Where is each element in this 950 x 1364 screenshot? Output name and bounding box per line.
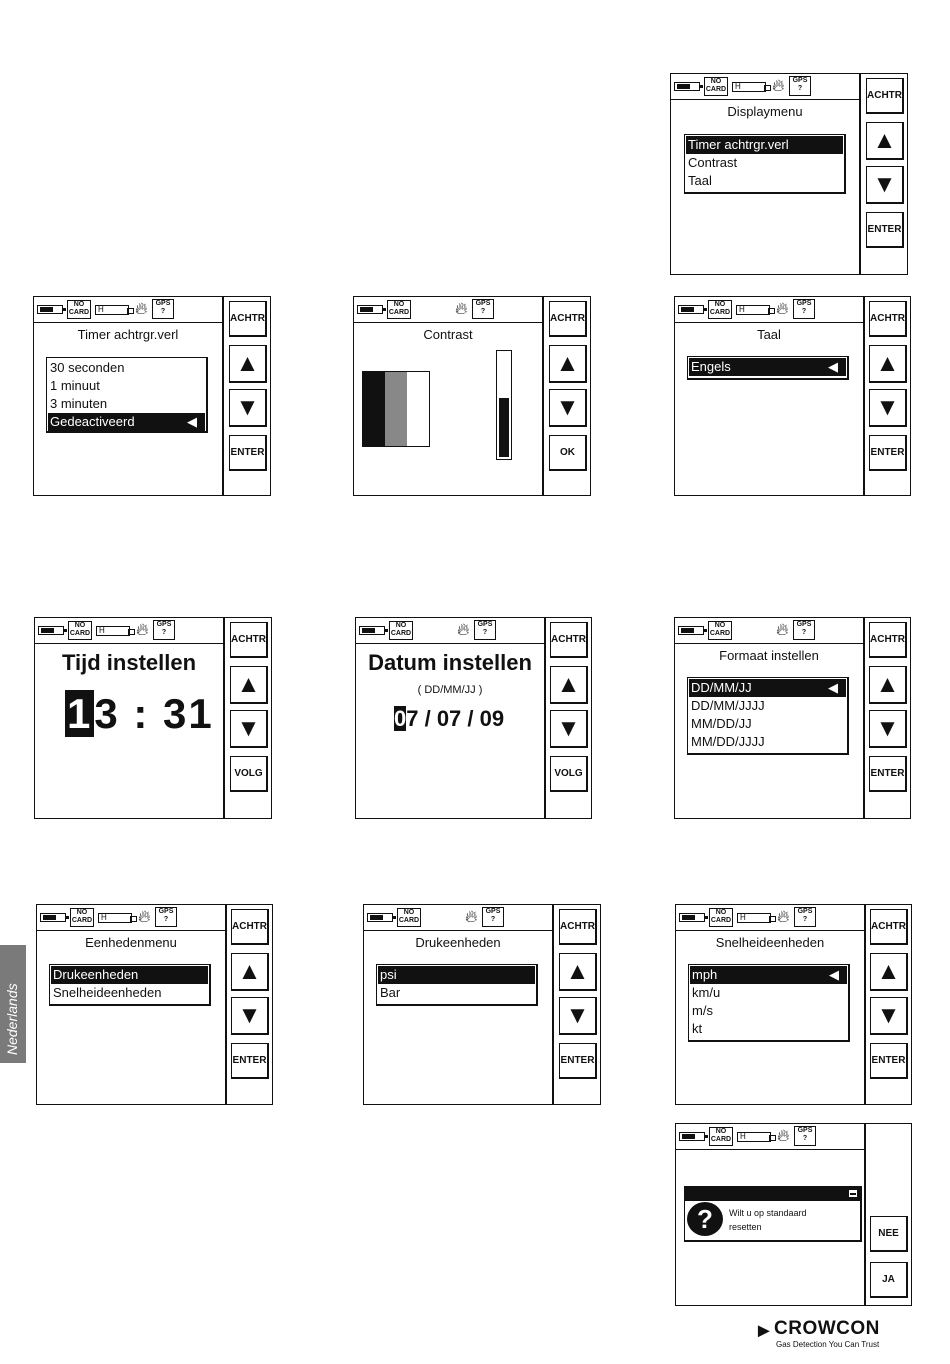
status-bar [676, 905, 864, 931]
enter-button[interactable]: ENTER [869, 756, 907, 792]
contrast-swatch [362, 371, 430, 447]
nocard-icon: NO CARD [704, 77, 728, 96]
screen-date-set [355, 617, 592, 819]
up-arrow-button[interactable]: ▲ [870, 953, 908, 991]
tube-icon: H [732, 82, 766, 92]
list-item[interactable] [48, 413, 205, 431]
screen-contrast [353, 296, 591, 496]
battery-icon [359, 626, 385, 635]
ok-button[interactable]: OK [549, 435, 587, 471]
nocard-icon: NO CARD [387, 300, 411, 319]
list-item[interactable]: MM/DD/JJ [691, 716, 752, 731]
down-arrow-button[interactable]: ▼ [549, 389, 587, 427]
up-arrow-button[interactable]: ▲ [550, 666, 588, 704]
status-bar [364, 905, 552, 931]
question-icon: ? [687, 1202, 723, 1236]
nocard-icon: NO CARD [389, 621, 413, 640]
up-arrow-button[interactable]: ▲ [559, 953, 597, 991]
flame-icon: 🔥︎ [777, 1126, 790, 1145]
enter-button[interactable]: ENTER [559, 1043, 597, 1079]
gps-icon: GPS ? [793, 299, 815, 319]
nocard-icon: NO CARD [68, 621, 92, 640]
tube-icon: H [95, 305, 129, 315]
date-rest: 7 / 07 / 09 [406, 706, 505, 731]
no-button[interactable]: NEE [870, 1216, 908, 1252]
screen-speed-units [675, 904, 912, 1105]
status-bar [356, 618, 544, 644]
battery-icon [37, 305, 63, 314]
back-button[interactable]: ACHTR [549, 301, 587, 337]
side-buttons [865, 905, 911, 1104]
gps-icon: GPS ? [793, 620, 815, 640]
dialog-message: Wilt u op standaard resetten [729, 1208, 807, 1232]
gps-icon: GPS ? [155, 907, 177, 927]
display-area [676, 1124, 866, 1305]
display-area [675, 297, 865, 495]
up-arrow-button[interactable]: ▲ [869, 666, 907, 704]
screen-time-set [34, 617, 272, 819]
status-bar [37, 905, 225, 931]
list-item[interactable] [690, 966, 847, 984]
contrast-level-bar[interactable] [496, 350, 512, 460]
selection-arrow-icon: ◀ [187, 414, 197, 429]
tube-icon: H [98, 913, 132, 923]
side-buttons [544, 297, 590, 495]
contrast-level-fill [499, 398, 509, 457]
logo-mark-icon: ► [754, 1320, 774, 1342]
back-button[interactable]: ACHTR [869, 622, 907, 658]
battery-icon [678, 626, 704, 635]
screen-title: Snelheideenheden [715, 935, 825, 950]
menu-list [376, 964, 538, 1006]
screen-title: Eenhedenmenu [85, 935, 177, 950]
screen-title: Drukeenheden [415, 935, 501, 950]
next-button[interactable]: VOLG [550, 756, 588, 792]
flame-icon: 🔥︎ [455, 299, 468, 318]
display-area [675, 618, 865, 818]
gps-icon: GPS ? [472, 299, 494, 319]
screen-title: Datum instellen [368, 650, 532, 675]
list-item-label: Engels [691, 359, 731, 374]
screen-title: Formaat instellen [719, 648, 819, 663]
side-buttons [861, 74, 907, 274]
screen-units-menu [36, 904, 273, 1105]
back-button[interactable]: ACHTR [230, 622, 268, 658]
list-item[interactable]: 3 minuten [50, 396, 108, 411]
up-arrow-button[interactable]: ▲ [869, 345, 907, 383]
back-button[interactable]: ACHTR [869, 301, 907, 337]
gps-icon: GPS ? [794, 1126, 816, 1146]
nocard-icon: NO CARD [709, 1127, 733, 1146]
selection-arrow-icon: ◀ [828, 359, 838, 374]
status-bar [671, 74, 859, 100]
screen-pressure-units [363, 904, 601, 1105]
side-buttons [225, 618, 271, 818]
screen-timer [33, 296, 271, 496]
screen-title: Displaymenu [727, 104, 803, 119]
status-bar [354, 297, 542, 323]
battery-icon [679, 1132, 705, 1141]
gps-icon: GPS ? [789, 76, 811, 96]
list-item[interactable]: Snelheideenheden [53, 985, 162, 1000]
gps-icon: GPS ? [152, 299, 174, 319]
list-item[interactable]: DD/MM/JJJJ [691, 698, 765, 713]
up-arrow-button[interactable]: ▲ [230, 666, 268, 704]
side-buttons [545, 618, 591, 818]
status-bar [34, 297, 222, 323]
menu-list [687, 356, 849, 380]
status-bar [676, 1124, 864, 1150]
down-arrow-button[interactable]: ▼ [230, 710, 268, 748]
battery-icon [357, 305, 383, 314]
crowcon-logo [754, 1318, 894, 1352]
display-area [356, 618, 546, 818]
up-arrow-button[interactable]: ▲ [231, 953, 269, 991]
logo-tagline: Gas Detection You Can Trust [776, 1340, 880, 1349]
logo-brand: CROWCON [774, 1318, 880, 1339]
list-item[interactable]: MM/DD/JJJJ [691, 734, 765, 749]
down-arrow-button[interactable]: ▼ [866, 166, 904, 204]
back-button[interactable]: ACHTR [866, 78, 904, 114]
battery-icon [679, 913, 705, 922]
side-buttons [226, 905, 272, 1104]
list-item[interactable]: kt [692, 1021, 703, 1036]
time-value[interactable] [65, 690, 214, 738]
display-area [671, 74, 861, 274]
up-arrow-button[interactable]: ▲ [229, 345, 267, 383]
menu-list [688, 964, 850, 1042]
flame-icon: 🔥︎ [772, 76, 785, 95]
battery-icon [367, 913, 393, 922]
list-item[interactable]: 30 seconden [50, 360, 125, 375]
flame-icon: 🔥︎ [135, 299, 148, 318]
battery-icon [40, 913, 66, 922]
menu-list [684, 134, 846, 194]
list-item[interactable]: Taal [688, 173, 712, 188]
enter-button[interactable]: ENTER [231, 1043, 269, 1079]
list-item-label: Gedeactiveerd [50, 414, 135, 429]
date-value[interactable] [394, 706, 504, 732]
selection-arrow-icon: ◀ [829, 967, 839, 982]
side-buttons [864, 618, 910, 818]
list-item-label: DD/MM/JJ [691, 680, 752, 695]
tube-icon: H [736, 305, 770, 315]
back-button[interactable]: ACHTR [550, 622, 588, 658]
back-button[interactable]: ACHTR [559, 909, 597, 945]
list-item[interactable] [689, 679, 846, 697]
flame-icon: 🔥︎ [776, 620, 789, 639]
nocard-icon: NO CARD [67, 300, 91, 319]
display-area [364, 905, 554, 1104]
status-bar [675, 618, 863, 644]
up-arrow-button[interactable]: ▲ [866, 122, 904, 160]
next-button[interactable]: VOLG [230, 756, 268, 792]
list-item[interactable]: Timer achtrgr.verl [686, 136, 843, 154]
screen-reset-dialog [675, 1123, 912, 1306]
language-side-tab [0, 945, 26, 1063]
gps-icon: GPS ? [153, 620, 175, 640]
tube-icon: H [737, 913, 771, 923]
menu-list [49, 964, 211, 1006]
nocard-icon: NO CARD [709, 908, 733, 927]
side-buttons [224, 297, 270, 495]
menu-list [687, 677, 849, 755]
enter-button[interactable]: ENTER [866, 212, 904, 248]
battery-icon [674, 82, 700, 91]
list-item[interactable] [689, 358, 846, 376]
tube-icon: H [96, 626, 130, 636]
back-button[interactable]: ACHTR [229, 301, 267, 337]
display-area [354, 297, 544, 495]
screen-title: Taal [757, 327, 781, 342]
tube-icon: H [737, 1132, 771, 1142]
down-arrow-button[interactable]: ▼ [559, 997, 597, 1035]
screen-language [674, 296, 911, 496]
flame-icon: 🔥︎ [136, 620, 149, 639]
gps-icon: GPS ? [474, 620, 496, 640]
screen-display-menu [670, 73, 908, 275]
enter-button[interactable]: ENTER [229, 435, 267, 471]
date-format-hint: ( DD/MM/JJ ) [417, 684, 483, 696]
list-item[interactable]: km/u [692, 985, 721, 1000]
screen-title: Tijd instellen [61, 650, 197, 675]
date-cursor-digit: 0 [394, 706, 407, 731]
enter-button[interactable]: ENTER [869, 435, 907, 471]
yes-button[interactable]: JA [870, 1262, 908, 1298]
menu-list [46, 357, 208, 433]
down-arrow-button[interactable]: ▼ [870, 997, 908, 1035]
gps-icon: GPS ? [482, 907, 504, 927]
down-arrow-button[interactable]: ▼ [550, 710, 588, 748]
down-arrow-button[interactable]: ▼ [231, 997, 269, 1035]
nocard-icon: NO CARD [397, 908, 421, 927]
screen-format [674, 617, 911, 819]
list-item[interactable]: 1 minuut [50, 378, 100, 393]
battery-icon [38, 626, 64, 635]
side-buttons [865, 1124, 911, 1305]
screen-title: Timer achtrgr.verl [77, 327, 179, 342]
nocard-icon: NO CARD [708, 621, 732, 640]
back-button[interactable]: ACHTR [870, 909, 908, 945]
flame-icon: 🔥︎ [138, 907, 151, 926]
list-item[interactable]: Bar [380, 985, 401, 1000]
up-arrow-button[interactable]: ▲ [549, 345, 587, 383]
down-arrow-button[interactable]: ▼ [869, 389, 907, 427]
status-bar [35, 618, 223, 644]
nocard-icon: NO CARD [708, 300, 732, 319]
dialog-titlebar [685, 1187, 860, 1201]
display-area [676, 905, 866, 1104]
side-buttons [864, 297, 910, 495]
down-arrow-button[interactable]: ▼ [229, 389, 267, 427]
display-area [37, 905, 227, 1104]
screen-title: Contrast [423, 327, 473, 342]
list-item[interactable]: Contrast [688, 155, 738, 170]
dialog-box [684, 1186, 862, 1242]
language-tab-label: Nederlands [4, 983, 20, 1055]
time-rest: 3 : 31 [94, 690, 214, 737]
list-item[interactable]: Drukeenheden [51, 966, 208, 984]
list-item[interactable]: psi [378, 966, 535, 984]
display-area [35, 618, 225, 818]
nocard-icon: NO CARD [70, 908, 94, 927]
display-area [34, 297, 224, 495]
flame-icon: 🔥︎ [777, 907, 790, 926]
status-bar [675, 297, 863, 323]
back-button[interactable]: ACHTR [231, 909, 269, 945]
side-buttons [554, 905, 600, 1104]
flame-icon: 🔥︎ [457, 620, 470, 639]
minimize-icon [848, 1189, 858, 1198]
down-arrow-button[interactable]: ▼ [869, 710, 907, 748]
enter-button[interactable]: ENTER [870, 1043, 908, 1079]
selection-arrow-icon: ◀ [828, 680, 838, 695]
list-item-label: mph [692, 967, 718, 982]
flame-icon: 🔥︎ [465, 907, 478, 926]
list-item[interactable]: m/s [692, 1003, 713, 1018]
battery-icon [678, 305, 704, 314]
flame-icon: 🔥︎ [776, 299, 789, 318]
time-cursor-digit: 1 [67, 690, 93, 737]
gps-icon: GPS ? [794, 907, 816, 927]
